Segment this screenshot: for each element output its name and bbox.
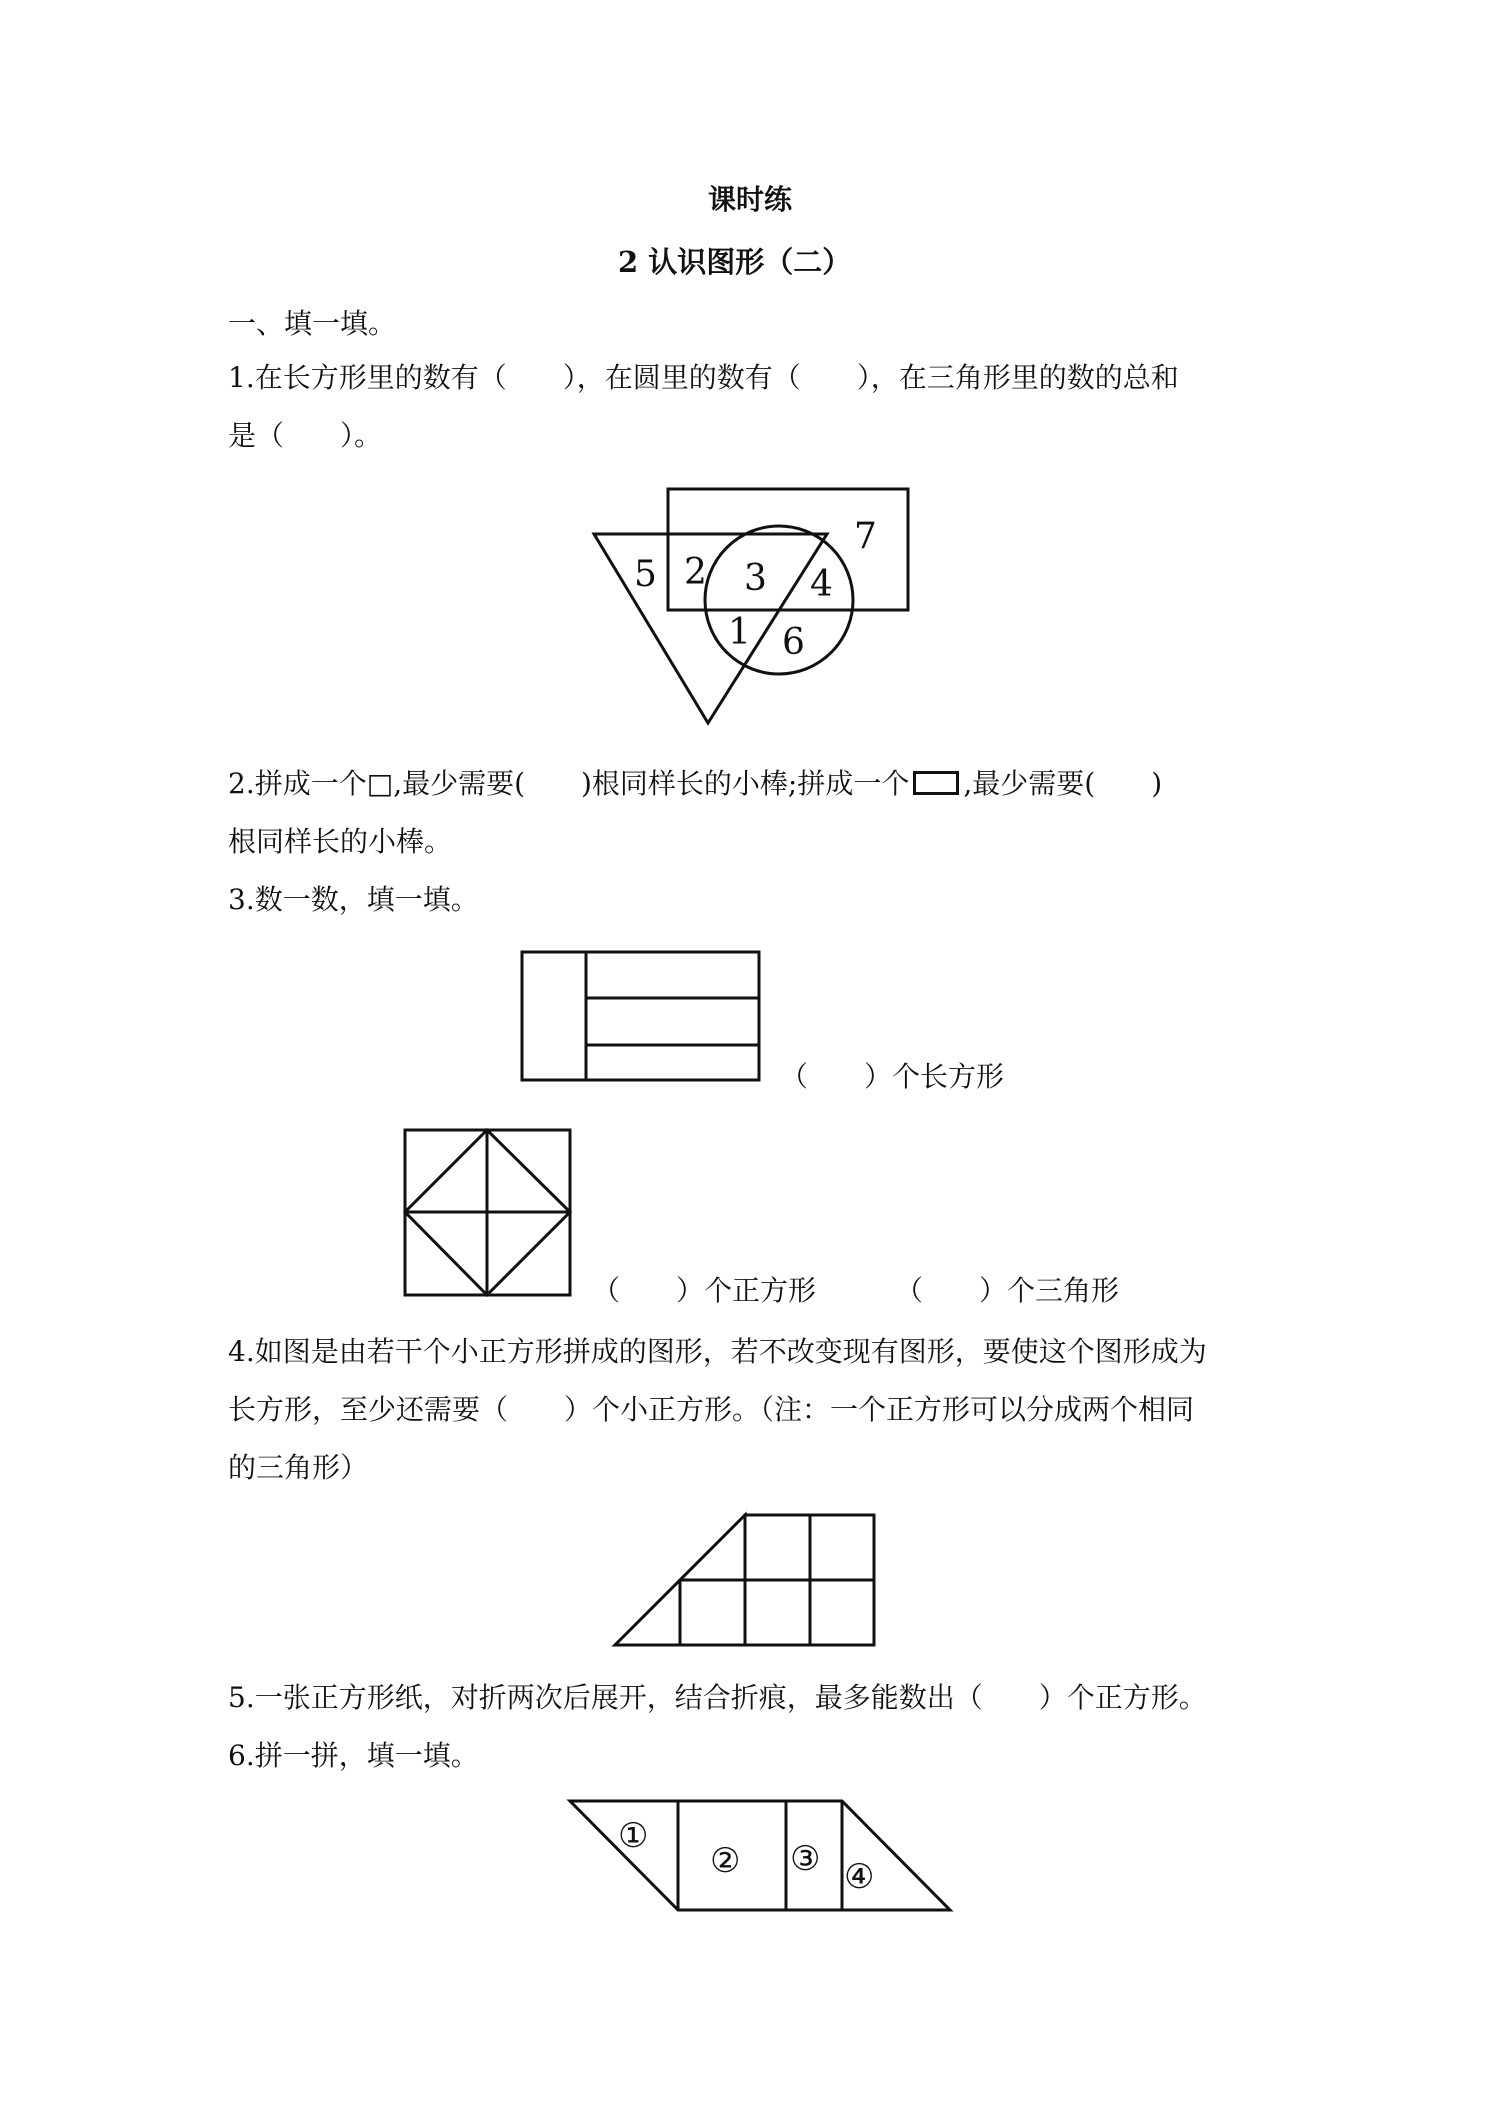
piece-label-2: ②	[710, 1841, 741, 1881]
question-4-line-2: 长方形，至少还需要（ ）个小正方形。（注：一个正方形可以分成两个相同	[228, 1393, 1195, 1426]
figure-number-5: 5	[634, 554, 657, 595]
question-2-part-2: ,最少需要( )根同样长的小棒;拼成一个	[393, 767, 910, 800]
question-1-line-1: 1.在长方形里的数有（ ），在圆里的数有（ ），在三角形里的数的总和	[228, 361, 1179, 394]
figure-number-1: 1	[728, 612, 751, 653]
question-5-text: 5.一张正方形纸，对折两次后展开，结合折痕，最多能数出（ ）个正方形。	[228, 1681, 1207, 1714]
triangle-count-blank: （ ）个三角形	[895, 1274, 1120, 1307]
piece-label-3: ③	[790, 1839, 821, 1879]
question-2-part-3: ,最少需要( )	[963, 767, 1163, 800]
lesson-subtitle: 2 认识图形（二）	[618, 245, 852, 279]
question-4-line-3: 的三角形）	[228, 1451, 369, 1484]
figure-number-2: 2	[684, 552, 707, 593]
section-heading: 一、填一填。	[228, 307, 397, 340]
question-1-line-2: 是（ ）。	[228, 419, 383, 452]
square-glyph: □	[366, 767, 394, 800]
figure-number-7: 7	[854, 516, 877, 557]
piece-label-4: ④	[844, 1857, 875, 1897]
question-2-line-2: 根同样长的小棒。	[228, 825, 453, 858]
square-count-blank: （ ）个正方形	[592, 1274, 817, 1307]
page-title: 课时练	[708, 183, 793, 216]
question-2-part-1: 2.拼成一个	[228, 767, 367, 800]
figure-number-4: 4	[810, 564, 833, 605]
figure-number-6: 6	[782, 622, 805, 663]
piece-label-1: ①	[618, 1816, 649, 1856]
question-4-line-1: 4.如图是由若干个小正方形拼成的图形，若不改变现有图形，要使这个图形成为	[228, 1335, 1207, 1368]
question-3-title: 3.数一数，填一填。	[228, 883, 479, 916]
question-6-title: 6.拼一拼，填一填。	[228, 1739, 479, 1772]
rectangle-count-blank: （ ）个长方形	[780, 1060, 1005, 1093]
figure-number-3: 3	[744, 558, 767, 599]
